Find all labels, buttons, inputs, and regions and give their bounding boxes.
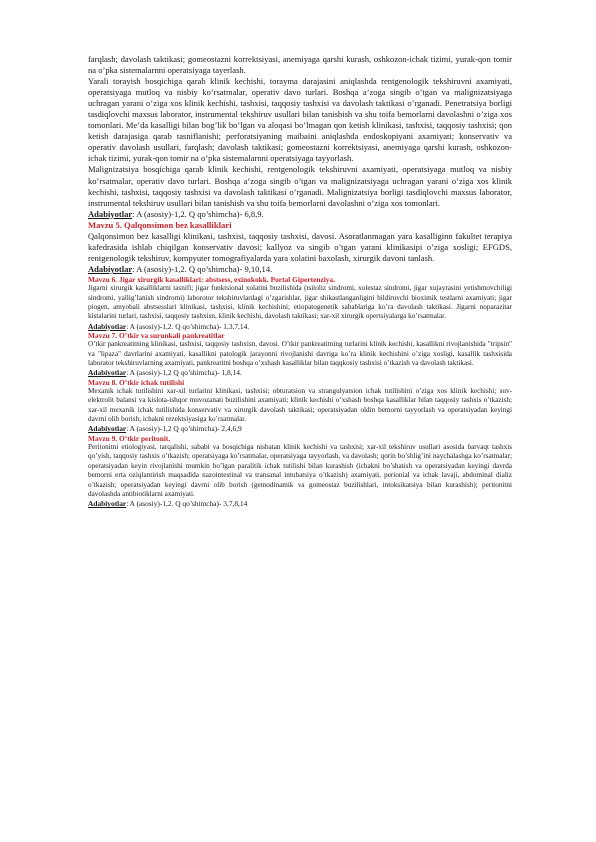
references-label: Adabiyotlar <box>88 499 127 509</box>
references-line <box>88 322 512 331</box>
paragraph: Malignizatsiya bosqichiga qarab klinik kechishi, rentgenologik tekshiruvni axamiyati, operatsiyaga mutloq va nisbiy ko’rsatmalar, operativ davo turlari. Boshqa a’zoga singib o’tgan va malignizatsiyaga uchragan yarani o’ziga xos klinik kechishi, tashxisi, taqqosiy tashxisi va davolash taktikasi o’rganadi. Malignizatsiya borligi tasdiqlovchi maxsus laborator, instrumental tekshiruv usullari bilan tanishish va shu toifa bemorlarni davolashni o’ziga xos tomonlari. <box>88 164 512 208</box>
references-line <box>88 209 512 220</box>
references-text: : A (asosiy)-1,2. Q qo’shimcha)- 3,7,8,14 <box>126 499 248 509</box>
references-label: Adabiyotlar <box>88 208 133 219</box>
paragraph: Mexanik ichak tutilishini xar-xil turlarini klinikasi, tashxisi; obturatsion va strangulyatsion ichak tutilishini o’ziga xos klinik kechishi; suv-elektrolit balansi va kislota-ishqor muvozanati buzilishini axamiyati; klinik kechishi o’xshash boshqa kasalliklar bilan taqqosiy tashxis o’tkazish; xar-xil mexanik ichak tutilishida konservativ va xirurgik davolash taktikasi; operatsiyadan oldin bemorni tayyorlash va operatsiyadan keyingi davrni olib borish; ichakni rezektsiyasiga ko’rsatmalar. <box>88 387 512 424</box>
topic-heading: Mavzu 8. O’tkir ichak tutilishi <box>88 377 185 387</box>
paragraph: O’tkir pankreatitning klinikasi, tashxisi, taqqosiy tashxisn, davosi. O’tkir pankreatitning turlarini klinik kechishi, kasallikni rivojlanishida "tripsin" va "lipaza" davrlarini axamiyati, kasallikni patologik jarayonni rivojlanishi davriga ko’ra klinik kechishini o’ziga xosligi, kasallik tashxisida laborator tekshiruvlarning axamiyati, pankreatitni boshqa o’xshash kasalliklar bilan taqqkosiy tashxisi o’tkazish va davolash taktikasi. <box>88 340 512 368</box>
topic-heading: Mavzu 7. O’tkir va surunkali pankreatitlar <box>88 331 225 340</box>
references-label: Adabiyotlar <box>88 321 127 331</box>
references-text: : A (asosiy)-1,2. Q qo’shimcha)- 6,8,9. <box>132 208 264 219</box>
topic-heading: Mavzu 9. O’tkir peritonit. <box>88 433 171 443</box>
topic-heading: Mavzu 5. Qalqonsimon bez kasalliklari <box>88 219 232 230</box>
references-text: : A (asosiy)-1,2. Q qo’shimcha)- 1,3,7,14. <box>126 321 250 331</box>
references-text: : A (asosiy)-1,2 Q qo’shimcha)- 2,4,6,9 <box>126 424 242 434</box>
references-label: Adabiyotlar <box>88 368 127 378</box>
references-label: Adabiyotlar <box>88 424 127 434</box>
references-line <box>88 424 512 433</box>
references-text: : A (asosiy)-1,2 Q qo’shimcha)- 1,8,14. <box>126 368 242 378</box>
references-text: : A (asosiy)-1,2. Q qo’shimcha)- 9,10,14. <box>132 263 273 274</box>
references-label: Adabiyotlar <box>88 263 133 274</box>
document-page <box>88 54 512 509</box>
paragraph: Jigarni xirurgik kasalliklarni tasnifi; jigar funktsional xolatini buzilishida (tsitoliz sindromi, xolestaz sindromi, jigar xujayrasini yetishmovchiligi sindromi, yallig’lanish sindromi) laborotor tekshiruvlardagi o’zgarishlar, jigar shikastlanganligini bildiruvchi bioximik testlarni axamiyati; jigar piogen, amyobali abstsesslari klinikasi, tashxisi, klinik kechishini; etiopatogenetik sabablariga ko’ra davolash taktikasi. Jigarni noparazitar kistalarini turlari, tashxisi, taqqosiy tashxisn, klinik kechishi, davolash taktikasi; xar-xil xirurgik opertsiyalarga ko’rsatmalar. <box>88 284 512 321</box>
topic-heading: Mavzu 6. Jigar xirurgik kasalliklari: abstsess, exinokokk. Portal Gipertenziya. <box>88 274 336 284</box>
references-line <box>88 499 512 508</box>
references-line <box>88 368 512 377</box>
paragraph: Peritonitni etiologiyasi, tarqalishi, sababi va bosqichiga nisbatan klinik kechishi va tashxisi; xar-xil tekshiruv usullari asosida barvaqt tashxis qo’yish, taqqosiy tashxis o’tkazish; operatsiyaga ko’rsatmalar, operatsiyaga tayyorlash, va davolash; qorin bo’shlig’ini naychalashga ko’rsatmalar; operatsiyadan keyin rivojlanishi mumkin bo’lgan paralitik ichak tutilishi bilan kurashish (ichakni bo’shatish va operatsiyadan keyingi davrda bemorni erta oziqlantirish maqsadida nazointestinal va transanal intubatsiya o’tkazish) axamiyati, perionial va ichak lavaji, abdominal dializ o’tkazish; operatsiyadan keyingi davrni olib borish (gemodinamik va gomeostaz buzilishlari, intoksikatsiya bilan kurashish); peritonitni davolashda antibiotiklarni axamiyati. <box>88 443 512 498</box>
paragraph: Yarali torayish bosqichiga qarab klinik kechishi, torayma darajasini aniqlashda rentgenologik tekshiruvni axamiyati, operatsiyaga mutloq va nisbiy ko’rsatmalar, operativ davo turlari. Boshqa a’zoga singib o’tgan va malignizatsiyaga uchragan yarani o’ziga xos klinik kechishi, tashxisi, taqqosiy tashxisi va davolash taktikasi o’rganadi. Penetratsiya borligi tasdiqlovchi maxsus laborator, instrumental tekshiruv usullari bilan tanishish va shu toifa bemorlarni davolashni o’ziga xos tomonlari. Me’da kasalligi bilan bog’lik bo’lgan va aloqasi bo’lmagan qon ketish klinikasi, tashxisi, taqqosiy tashxisi; qon ketish darajasiga qarab tasniflanishi; perforatsiyaning maibaini aniqlashda endoskopiyani axamiyati; konservativ va operativ davolash usullari, farqlash; davolash taktikasi; gomeostazni korrektsiyasi, anemiyaga qarshi kurash, oshkozon-ichak tizimi, yurak-qon tomir na o’pka sistemalarnni operatsiyaga tayyorlash. <box>88 76 512 164</box>
paragraph: farqlash; davolash taktikasi; gomeostazni korrektsiyasi, anemiyaga qarshi kurash, oshkozon-ichak tizimi, yurak-qon tomir na o’pka sistemalarnni operatsiyaga tayerlash. <box>88 54 512 76</box>
paragraph: Qalqonsimon bez kasalligi klinikasi, tashxisi, taqqosiy tashxisi, davosi. Asoratlanmagan yara kasalliginn fakultet terapiya kafedrasida ishlab chiqilgan konservativ davosi; kallyoz va singib o’tgan yarani klinikasipi o’ziga xosligi; EFGDS, rentgenologik tekshiruv, kompyuter tomografiyalarda yara xolatini baxolash, xirurgik davoni tanlash. <box>88 230 512 263</box>
references-line <box>88 264 512 275</box>
